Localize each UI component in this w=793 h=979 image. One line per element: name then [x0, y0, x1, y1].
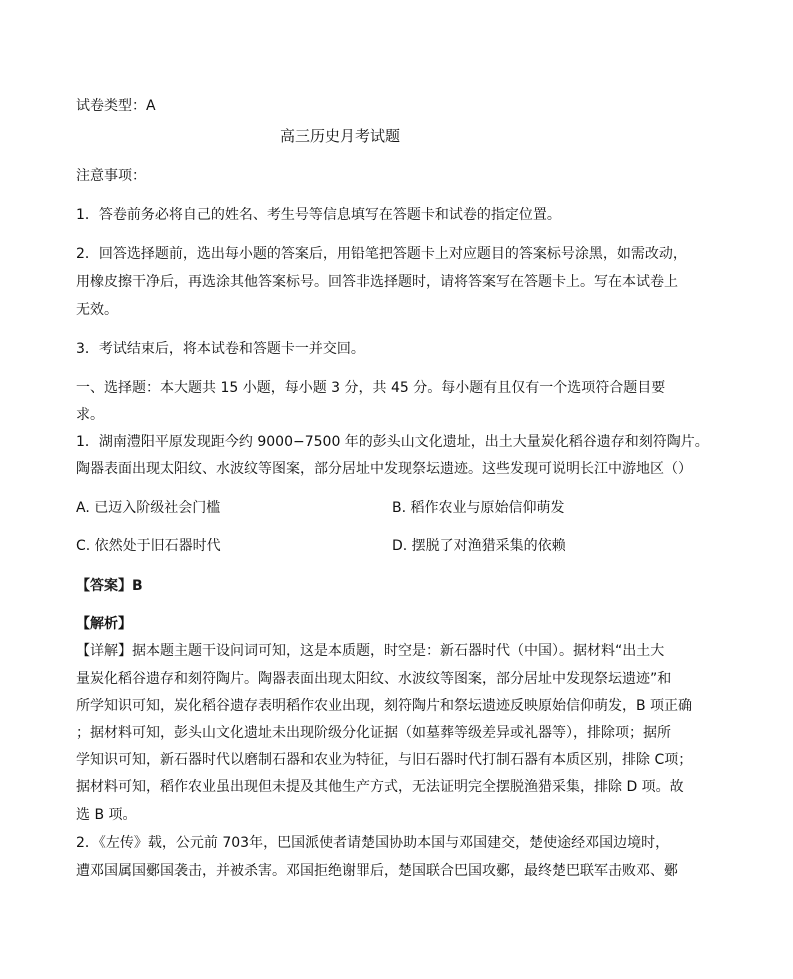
option-a: A. 已迈入阶级社会门槛: [76, 500, 221, 516]
section-heading-line-2: 求。: [76, 407, 104, 423]
analysis-heading: 【解析】: [76, 616, 132, 632]
note-item-3: 3．考试结束后，将本试卷和答题卡一并交回。: [76, 341, 365, 357]
answer-label: 【答案】B: [76, 578, 143, 594]
option-d: D. 摆脱了对渔猎采集的依赖: [392, 538, 566, 554]
question-2-line-2: 遭邓国属国鄾国袭击，并被杀害。邓国拒绝谢罪后，楚国联合巴国攻鄾，最终楚巴联军击败邓、鄾: [76, 863, 678, 879]
option-b: B. 稻作农业与原始信仰萌发: [392, 500, 565, 516]
note-item-2-line-1: 2．回答选择题前，选出每小题的答案后，用铅笔把答题卡上对应题目的答案标号涂黑，如需改动，: [76, 246, 687, 262]
analysis-line: 据材料可知，稻作农业虽出现但未提及其他生产方式，无法证明完全摆脱渔猎采集，排除 D 项。故: [76, 779, 684, 795]
note-item-1: 1．答卷前务必将自己的姓名、考生号等信息填写在答题卡和试卷的指定位置。: [76, 207, 561, 223]
option-c: C. 依然处于旧石器时代: [76, 538, 221, 554]
notes-heading: 注意事项：: [76, 168, 146, 184]
question-2-line-1: 2．《左传》载，公元前 703年，巴国派使者请楚国协助本国与邓国建交，楚使途经邓国边境时，: [76, 835, 670, 851]
question-1-line-2: 陶器表面出现太阳纹、水波纹等图案，部分居址中发现祭坛遗迹。这些发现可说明长江中游地区（）: [76, 461, 692, 477]
page-title: 高三历史月考试题: [280, 127, 401, 145]
analysis-line: 所学知识可知，炭化稻谷遗存表明稻作农业出现，刻符陶片和祭坛遗迹反映原始信仰萌发，B 项正确: [76, 698, 693, 714]
question-1-line-1: 1．湖南澧阳平原发现距今约 9000−7500 年的彭头山文化遗址，出土大量炭化稻谷遗存和刻符陶片。: [76, 434, 709, 450]
analysis-line: 学知识可知，新石器时代以磨制石器和农业为特征，与旧石器时代打制石器有本质区别，排除 C项；: [76, 752, 693, 768]
paper-type: 试卷类型：A: [76, 98, 156, 114]
section-heading-line-1: 一、选择题：本大题共 15 小题，每小题 3 分，共 45 分。每小题有且仅有一个选项符合题目要: [76, 380, 666, 396]
note-item-2-line-2: 用橡皮擦干净后，再选涂其他答案标号。回答非选择题时，请将答案写在答题卡上。写在本试卷上: [76, 274, 678, 290]
analysis-line: 选 B 项。: [76, 807, 137, 823]
analysis-line: 量炭化稻谷遗存和刻符陶片。陶器表面出现太阳纹、水波纹等图案，部分居址中发现祭坛遗迹”和: [76, 671, 672, 687]
note-item-2-line-3: 无效。: [76, 302, 118, 318]
analysis-line: ；据材料可知，彭头山文化遗址未出现阶级分化证据（如墓葬等级差异或礼器等），排除项；据所: [76, 725, 671, 741]
analysis-line: 【详解】据本题主题干设问词可知，这是本质题，时空是：新石器时代（中国）。据材料“出土大: [76, 643, 665, 659]
